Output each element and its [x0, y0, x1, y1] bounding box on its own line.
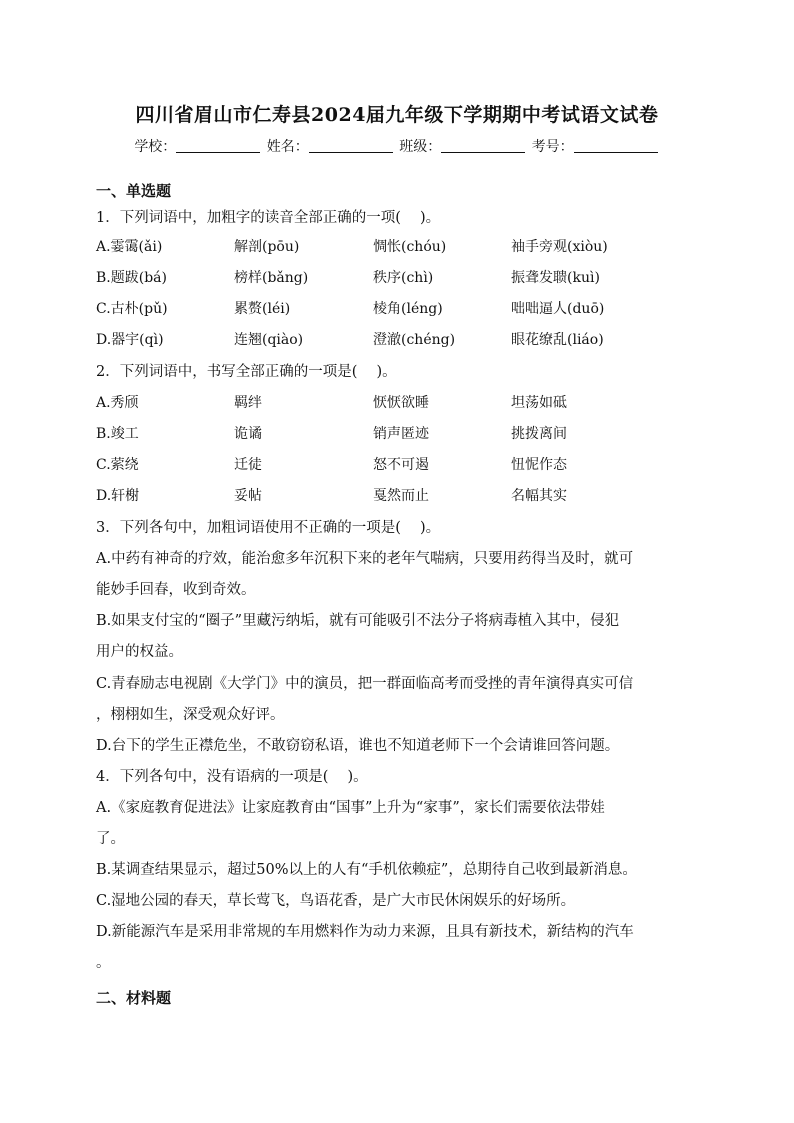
- q2-option: 忸怩作态: [511, 457, 567, 473]
- number-blank[interactable]: [574, 138, 658, 153]
- name-blank[interactable]: [309, 138, 393, 153]
- question-4-stem: 4．下列各句中，没有语病的一项是( )。: [96, 769, 368, 785]
- q3-line: D.台下的学生正襟危坐，不敢窃窃私语，谁也不知道老师下一个会请谁回答问题。: [96, 738, 620, 754]
- question-1-stem: 1．下列词语中，加粗字的读音全部正确的一项( )。: [96, 210, 441, 226]
- q2-option: B.竣工: [96, 426, 139, 442]
- q1-option: 累赘(léi): [234, 301, 291, 317]
- q2-option: 销声匿迹: [373, 426, 429, 442]
- q2-option: 名幅其实: [511, 488, 567, 504]
- school-blank[interactable]: [176, 138, 260, 153]
- q4-line: A.《家庭教育促进法》让家庭教育由“国事”上升为“家事”，家长们需要依法带娃: [96, 800, 605, 816]
- exam-title: 四川省眉山市仁寿县2024届九年级下学期期中考试语文试卷: [135, 104, 659, 126]
- school-label: 学校：: [134, 139, 177, 155]
- q2-option: 恹恹欲睡: [373, 395, 429, 411]
- q2-option: 妥帖: [234, 488, 262, 504]
- question-2-stem: 2．下列词语中，书写全部正确的一项是( )。: [96, 364, 397, 380]
- q1-option: C.古朴(pǔ): [96, 301, 168, 317]
- q1-option: B.题跋(bá): [96, 270, 167, 286]
- q3-line: B.如果支付宝的“圈子”里藏污纳垢，就有可能吸引不法分子将病毒植入其中，侵犯: [96, 613, 620, 629]
- q2-option: 羁绊: [234, 395, 262, 411]
- q3-line: ，栩栩如生，深受观众好评。: [96, 707, 285, 723]
- q1-option: 解剖(pōu): [234, 239, 300, 255]
- q2-option: 迁徒: [234, 457, 262, 473]
- q1-option: 棱角(léng): [373, 301, 443, 317]
- number-label: 考号：: [531, 139, 574, 155]
- q1-option: 榜样(bǎng): [234, 270, 309, 286]
- q3-line: 能妙手回春，收到奇效。: [96, 582, 256, 598]
- q1-option: A.霎霭(ǎi): [96, 239, 163, 255]
- q3-line: 用户的权益。: [96, 644, 183, 660]
- q1-option: 眼花缭乱(liáo): [511, 332, 604, 348]
- q2-option: 挑拨离间: [511, 426, 567, 442]
- class-blank[interactable]: [441, 138, 525, 153]
- q4-line: D.新能源汽车是采用非常规的车用燃料作为动力来源，且具有新技术，新结构的汽车: [96, 924, 634, 940]
- q1-option: 连翘(qiào): [234, 332, 304, 348]
- q2-option: 戛然而止: [373, 488, 429, 504]
- name-label: 姓名：: [266, 139, 309, 155]
- q2-option: 诡谲: [234, 426, 262, 442]
- q2-option: C.萦绕: [96, 457, 139, 473]
- q4-line: 。: [96, 955, 111, 971]
- q1-option: 振聋发聩(kuì): [511, 270, 600, 286]
- q3-line: C.青春励志电视剧《大学门》中的演员，把一群面临高考而受挫的青年演得真实可信: [96, 676, 634, 692]
- q2-option: A.秀颀: [96, 395, 139, 411]
- q1-option: D.器宇(qì): [96, 332, 164, 348]
- section-heading-2: 二、材料题: [96, 989, 172, 1007]
- q1-option: 惆怅(chóu): [373, 239, 447, 255]
- q1-option: 秩序(chì): [373, 270, 434, 286]
- q2-option: D.轩榭: [96, 488, 140, 504]
- q1-option: 澄澈(chéng): [373, 332, 456, 348]
- q1-option: 袖手旁观(xiòu): [511, 239, 608, 255]
- q2-option: 怒不可遏: [373, 457, 429, 473]
- student-info-line: [0, 136, 794, 156]
- q4-line: C.湿地公园的春天，草长莺飞，鸟语花香，是广大市民休闲娱乐的好场所。: [96, 893, 576, 909]
- section-heading-1: 一、单选题: [96, 182, 172, 200]
- q4-line: B.某调查结果显示，超过50%以上的人有“手机依赖症”，总期待自己收到最新消息。: [96, 862, 637, 878]
- q1-option: 咄咄逼人(duō): [511, 301, 605, 317]
- q2-option: 坦荡如砥: [511, 395, 567, 411]
- class-label: 班级：: [399, 139, 442, 155]
- question-3-stem: 3．下列各句中，加粗词语使用不正确的一项是( )。: [96, 520, 441, 536]
- q3-line: A.中药有神奇的疗效，能治愈多年沉积下来的老年气喘病，只要用药得当及时，就可: [96, 551, 634, 567]
- q4-line: 了。: [96, 831, 125, 847]
